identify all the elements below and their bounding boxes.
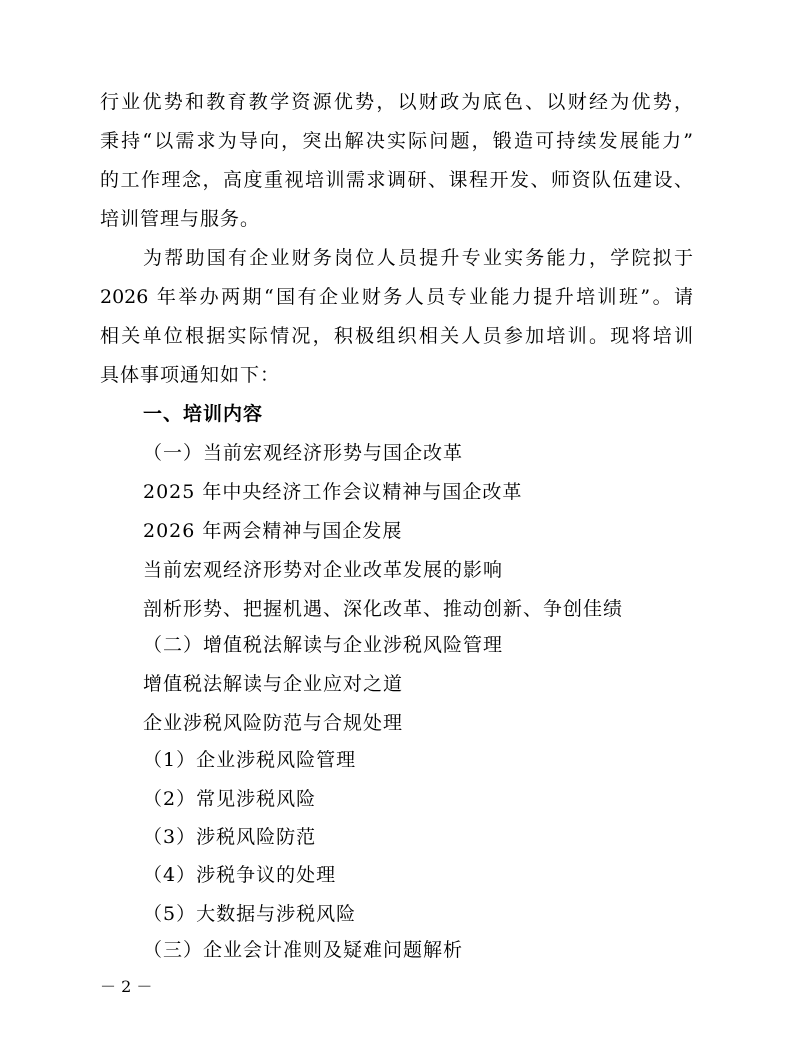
subsection-1-item: 剖析形势、把握机遇、深化改革、推动创新、争创佳绩	[143, 598, 624, 620]
subsection-2-item: 增值税法解读与企业应对之道	[143, 673, 404, 695]
subsection-1-item: 当前宏观经济形势对企业改革发展的影响	[143, 559, 504, 581]
subsection-1-item: 2026 年两会精神与国企发展	[143, 520, 403, 542]
subsection-1-title: （一）当前宏观经济形势与国企改革	[143, 442, 464, 464]
paragraph-1-line-3: 的工作理念，高度重视培训需求调研、课程开发、师资队伍建设、	[100, 169, 693, 191]
subsection-2-item: （2）常见涉税风险	[143, 788, 317, 810]
subsection-1-item: 2025 年中央经济工作会议精神与国企改革	[143, 481, 523, 503]
paragraph-1-line-2: 秉持“以需求为导向，突出解决实际问题，锻造可持续发展能力”	[100, 130, 693, 152]
paragraph-1-line-1: 行业优势和教育教学资源优势，以财政为底色、以财经为优势，	[100, 91, 693, 113]
subsection-2-item: （1）企业涉税风险管理	[143, 749, 357, 771]
paragraph-2-line-1: 为帮助国有企业财务岗位人员提升专业实务能力，学院拟于	[143, 247, 693, 269]
subsection-2-item: 企业涉税风险防范与合规处理	[143, 712, 404, 734]
subsection-2-item: （4）涉税争议的处理	[143, 864, 337, 886]
paragraph-2-line-4: 具体事项通知如下：	[100, 364, 281, 386]
paragraph-2-line-3: 相关单位根据实际情况，积极组织相关人员参加培训。现将培训	[100, 325, 693, 347]
paragraph-1-line-4: 培训管理与服务。	[100, 208, 261, 230]
subsection-3-title: （三）企业会计准则及疑难问题解析	[143, 939, 464, 961]
section-heading: 一、培训内容	[143, 403, 264, 425]
subsection-2-item: （5）大数据与涉税风险	[143, 903, 357, 925]
subsection-2-title: （二）增值税法解读与企业涉税风险管理	[143, 634, 504, 656]
page-number: － 2 －	[100, 977, 153, 996]
subsection-2-item: （3）涉税风险防范	[143, 826, 317, 848]
paragraph-2-line-2: 2026 年举办两期“国有企业财务人员专业能力提升培训班”。请	[100, 286, 693, 308]
